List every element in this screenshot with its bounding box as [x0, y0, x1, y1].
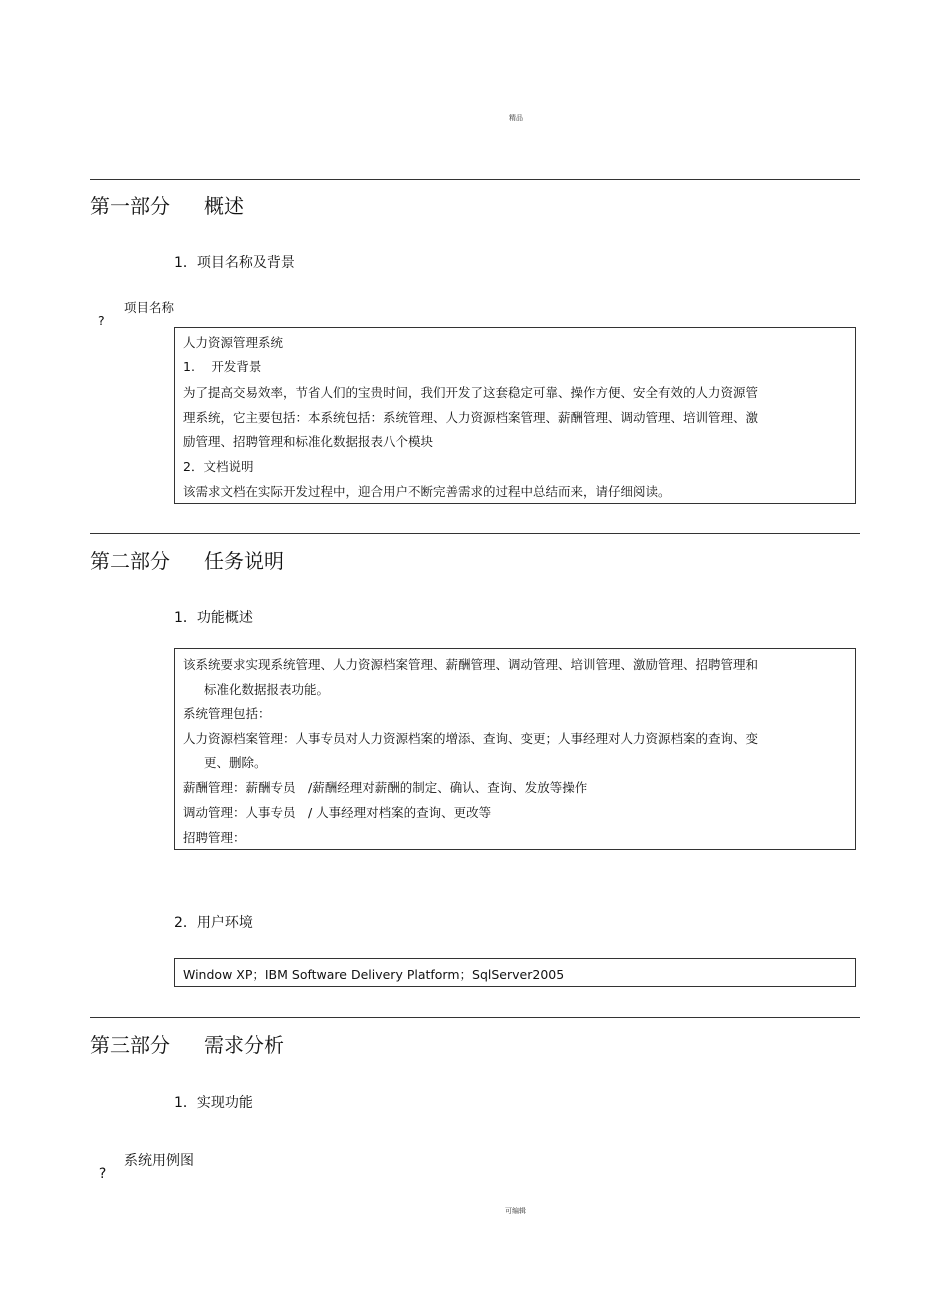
- part3-divider: [90, 1017, 860, 1018]
- box-line: 标准化数据报表功能。: [204, 682, 330, 697]
- part3-label: 第三部分: [90, 1033, 170, 1057]
- part2-heading: [90, 545, 284, 574]
- part1-subheading: 1．项目名称及背景: [174, 255, 295, 271]
- box-line: 理系统，它主要包括：本系统包括：系统管理、人力资源档案管理、薪酬管理、调动管理、培训管理、激: [183, 410, 759, 425]
- bullet-text: 项目名称: [124, 300, 175, 315]
- box-line: 该系统要求实现系统管理、人力资源档案管理、薪酬管理、调动管理、培训管理、激励管理、招聘管理和: [183, 657, 759, 672]
- box-line: 人力资源档案管理：人事专员对人力资源档案的增添、查询、变更；人事经理对人力资源档案的查询、变: [183, 731, 759, 746]
- part1-title: 概述: [204, 194, 244, 218]
- box-line: 2．文档说明: [183, 459, 254, 474]
- part1-label: 第一部分: [90, 194, 170, 218]
- box-line: 系统管理包括：: [183, 706, 271, 721]
- box-line: 招聘管理：: [183, 830, 246, 845]
- part2-environment-box: [174, 958, 856, 987]
- part3-heading: [90, 1029, 284, 1058]
- box-line: 为了提高交易效率，节省人们的宝贵时间，我们开发了这套稳定可靠、操作方便、安全有效的人力资源管: [183, 385, 759, 400]
- part3-title: 需求分析: [204, 1033, 284, 1057]
- part2-function-box: [174, 648, 856, 850]
- part1-divider: [90, 179, 860, 180]
- bullet-mark: ?: [98, 1166, 107, 1182]
- box-line: 励管理、招聘管理和标准化数据报表八个模块: [183, 434, 434, 449]
- box-line: 1. 开发背景: [183, 359, 262, 374]
- part1-heading: [90, 190, 244, 219]
- part2-divider: [90, 533, 860, 534]
- part3-subheading: 1．实现功能: [174, 1095, 253, 1111]
- part2-title: 任务说明: [204, 549, 284, 573]
- part2-label: 第二部分: [90, 549, 170, 573]
- box-line: 调动管理：人事专员 / 人事经理对档案的查询、更改等: [183, 805, 492, 820]
- header-note: 精品: [509, 114, 523, 122]
- part1-bullet: [90, 298, 175, 343]
- box-line: 薪酬管理：薪酬专员 /薪酬经理对薪酬的制定、确认、查询、发放等操作: [183, 780, 588, 795]
- box-line: 更、删除。: [204, 755, 267, 770]
- bullet-text: 系统用例图: [124, 1153, 194, 1169]
- box-line: 人力资源管理系统: [183, 335, 284, 350]
- part2-subheading-2: 2．用户环境: [174, 915, 253, 931]
- part1-info-box: [174, 327, 856, 504]
- part3-bullet: [90, 1150, 194, 1198]
- part2-subheading-1: 1．功能概述: [174, 610, 253, 626]
- environment-text: Window XP；IBM Software Delivery Platform；SqlServer2005: [183, 967, 565, 982]
- box-line: 该需求文档在实际开发过程中，迎合用户不断完善需求的过程中总结而来，请仔细阅读。: [183, 484, 671, 499]
- bullet-mark: ?: [97, 313, 105, 328]
- footer-note: 可编辑: [505, 1207, 526, 1215]
